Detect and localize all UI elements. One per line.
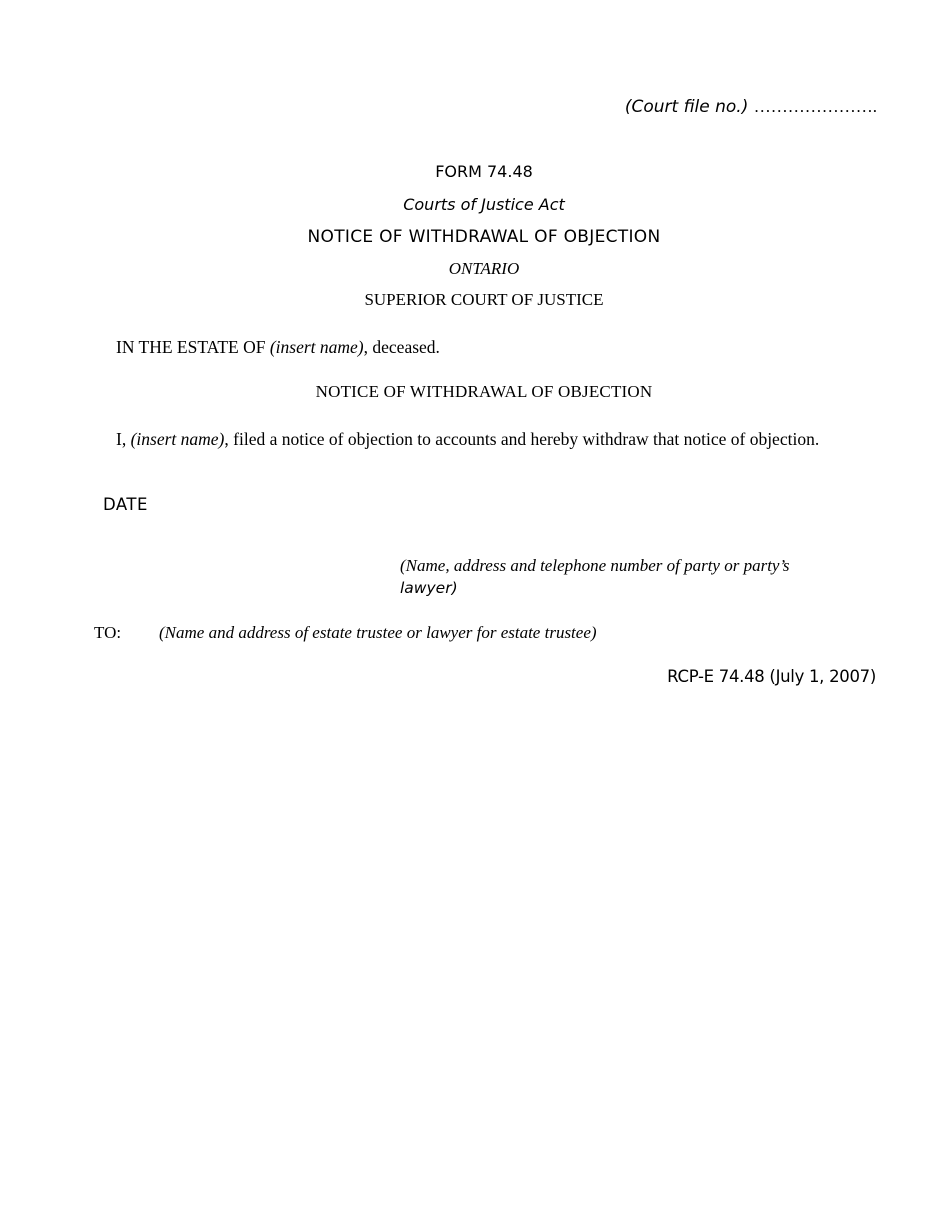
estate-line <box>116 337 440 358</box>
court-name: SUPERIOR COURT OF JUSTICE <box>364 290 604 309</box>
court-file-label: (Court file no.) <box>624 97 749 117</box>
statement-text: , filed a notice of objection to accounts and hereby withdraw that notice of objection. <box>224 429 820 449</box>
form-number: FORM 74.48 <box>435 162 533 181</box>
to-label: TO: <box>94 623 122 642</box>
form-title: NOTICE OF WITHDRAWAL OF OBJECTION <box>307 227 661 247</box>
to-recipient: (Name and address of estate trustee or lawyer for estate trustee) <box>159 623 597 642</box>
statement-name-placeholder: (insert name) <box>130 429 225 449</box>
court-file-number <box>625 97 877 117</box>
party-signature-block <box>400 555 790 599</box>
withdrawal-statement <box>116 429 819 450</box>
jurisdiction: ONTARIO <box>448 259 520 278</box>
estate-prefix: IN THE ESTATE OF <box>116 337 266 357</box>
date-label: DATE <box>103 495 148 514</box>
form-reference: RCP-E 74.48 (July 1, 2007) <box>667 667 876 686</box>
estate-name-placeholder: (insert name) <box>269 337 364 357</box>
estate-suffix: , deceased. <box>363 337 440 357</box>
body-heading: NOTICE OF WITHDRAWAL OF OBJECTION <box>315 382 653 401</box>
act-name: Courts of Justice Act <box>403 195 565 214</box>
party-line-2: lawyer) <box>400 579 458 597</box>
statement-prefix: I, <box>116 429 127 449</box>
court-file-blank: …………………. <box>753 97 877 116</box>
party-line-1: (Name, address and telephone number of party or party’s <box>400 556 790 575</box>
